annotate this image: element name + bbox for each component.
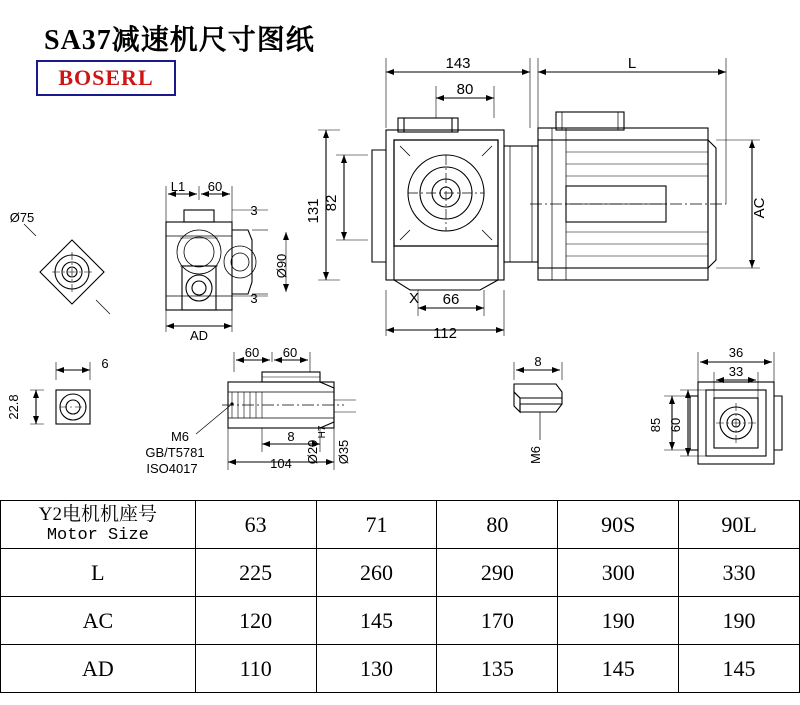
label-iso4017: ISO4017: [146, 461, 198, 476]
dim-60-a: 60: [244, 345, 260, 360]
table-header-en: Motor Size: [46, 525, 149, 545]
table-header-label: [1, 501, 196, 549]
table-col-header: 90S: [558, 501, 679, 549]
dim-6: 6: [101, 356, 109, 371]
label-gb-t5781: GB/T5781: [145, 445, 205, 460]
dim-36: 36: [728, 345, 744, 360]
dim-82: 82: [323, 194, 340, 212]
dim-d35: Ø35: [336, 439, 351, 465]
dim-3-bottom: 3: [250, 291, 258, 306]
table-row: [1, 645, 800, 693]
dim-3-top: 3: [250, 203, 258, 218]
table-cell: 225: [195, 549, 316, 597]
table-col-header: 90L: [679, 501, 800, 549]
table-cell: 190: [558, 597, 679, 645]
table-cell: 300: [558, 549, 679, 597]
row-label: AD: [1, 645, 196, 693]
dim-66: 66: [442, 291, 460, 308]
table-col-header: 63: [195, 501, 316, 549]
dim-L1: L1: [170, 179, 186, 194]
dim-L: L: [627, 55, 637, 72]
dim-60-right: 60: [668, 417, 683, 433]
dim-d75: Ø75: [9, 210, 35, 225]
table-col-header: 80: [437, 501, 558, 549]
dim-X: X: [408, 290, 420, 307]
dim-8-key: 8: [534, 354, 542, 369]
table-cell: 145: [679, 645, 800, 693]
dim-143: 143: [445, 55, 471, 72]
dim-104: 104: [270, 456, 292, 471]
table-cell: 290: [437, 549, 558, 597]
table-cell: 135: [437, 645, 558, 693]
table-cell: 130: [316, 645, 437, 693]
dim-AC: AC: [751, 197, 768, 219]
dim-112: 112: [433, 325, 457, 342]
table-header-cn: Y2电机机座号: [38, 503, 157, 525]
table-cell: 120: [195, 597, 316, 645]
table-cell: 145: [316, 597, 437, 645]
page-title: SA37减速机尺寸图纸: [44, 25, 315, 56]
dim-AD: AD: [189, 328, 209, 343]
table-cell: 190: [679, 597, 800, 645]
dim-8-shaft: 8: [287, 429, 295, 444]
brand-logo: BOSERL: [36, 60, 176, 96]
row-label: AC: [1, 597, 196, 645]
dim-d20: Ø20: [305, 439, 320, 465]
dim-80: 80: [456, 81, 474, 98]
dim-85: 85: [648, 417, 663, 433]
table-header-row: [1, 501, 800, 549]
table-cell: 110: [195, 645, 316, 693]
table-cell: 170: [437, 597, 558, 645]
label-M6-shaft: M6: [170, 429, 190, 444]
dim-d90: Ø90: [274, 253, 289, 279]
label-M6-key: M6: [528, 445, 543, 465]
dim-60-b: 60: [282, 345, 298, 360]
table-col-header: 71: [316, 501, 437, 549]
table-row: [1, 549, 800, 597]
table-cell: 145: [558, 645, 679, 693]
table-cell: 330: [679, 549, 800, 597]
row-label: L: [1, 549, 196, 597]
dimension-table: [0, 500, 800, 693]
dim-60-left: 60: [207, 179, 223, 194]
table-cell: 260: [316, 549, 437, 597]
dim-22-8: 22.8: [6, 394, 21, 420]
table-row: [1, 597, 800, 645]
dim-131: 131: [305, 198, 322, 224]
dim-h7: H7: [317, 425, 328, 439]
dim-33: 33: [728, 364, 744, 379]
